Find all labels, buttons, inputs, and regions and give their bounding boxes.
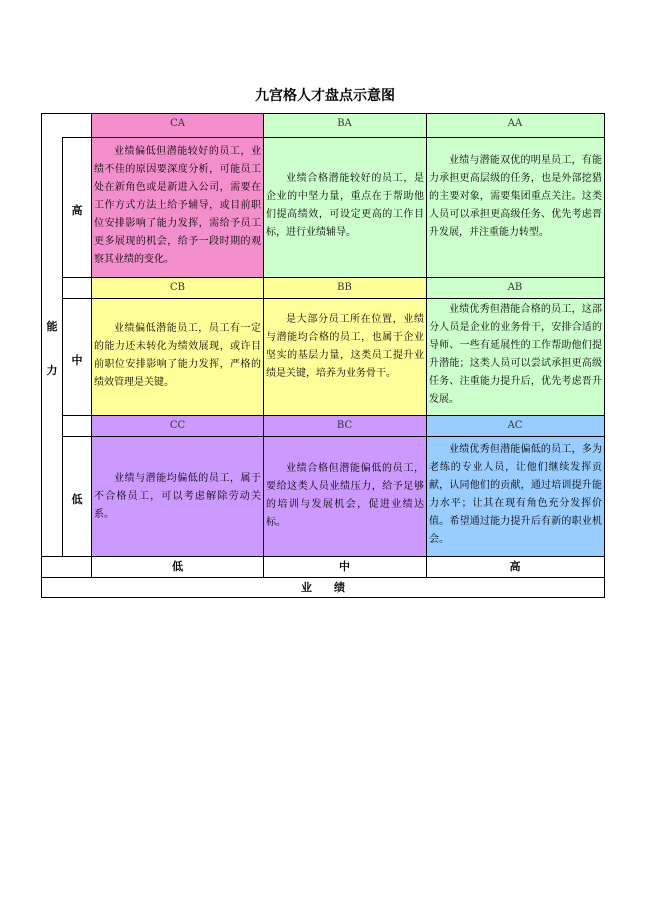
- ability-label-1: 能: [46, 320, 58, 333]
- row-label-low: 低: [71, 493, 83, 506]
- grid-line: [41, 113, 42, 598]
- code-bb: BB: [337, 282, 352, 293]
- code-bc: BC: [336, 420, 353, 431]
- cell-aa-text: 业绩与潜能双优的明星员工，有能力承担更高层级的任务，也是外部挖猎的主要对象，需要集团重点关注。这类人员可以承担更高级任务、优先考虑晋升发展，并注重能力转型。: [429, 155, 602, 238]
- page-title: 九宫格人才盘点示意图: [255, 88, 395, 104]
- cell-cb-text: 业绩偏低潜能员工，员工有一定的能力还未转化为绩效展现，或许目前职位安排影响了能力发挥，严格的绩效管理是关键。: [94, 323, 261, 388]
- col-label-mid: 中: [339, 560, 350, 573]
- col-label-high: 高: [509, 560, 521, 573]
- cell-ba-text: 业绩合格潜能较好的员工，是企业的中坚力量，重点在于帮助他们提高绩效，可设定更高的工作目标，进行业绩辅导。: [266, 173, 424, 238]
- ability-label-2: 力: [46, 364, 58, 377]
- performance-label: 业 绩: [301, 581, 345, 594]
- cell-ac-text: 业绩优秀但潜能偏低的员工，多为老练的专业人员，让他们继续发挥贡献，认同他们的贡献，通过培训提升能力水平；让其在现有角色充分发挥价值。希望通过能力提升后有新的职业机会。: [429, 444, 602, 545]
- cell-bc-text: 业绩合格但潜能偏低的员工，要给这类人员业绩压力，给予足够的培训与发展机会，促进业绩达标。: [266, 463, 424, 528]
- code-aa: AA: [507, 118, 523, 129]
- grid-line: [62, 298, 605, 299]
- code-ac: AC: [507, 420, 523, 431]
- grid-line: [62, 436, 605, 437]
- code-cb: CB: [170, 282, 185, 293]
- row-label-mid: 中: [71, 354, 83, 367]
- cell-bb-text: 是大部分员工所在位置，业绩与潜能均合格的员工，也属于企业坚实的基层力量，这类员工提升业绩是关键，培养为业务骨干。: [266, 314, 424, 379]
- grid-line: [62, 137, 605, 138]
- code-cc: CC: [169, 420, 186, 431]
- grid-line: [62, 137, 63, 556]
- row-label-high: 高: [71, 204, 83, 217]
- code-ba: BA: [337, 118, 352, 129]
- grid-line: [604, 113, 605, 598]
- cell-cc-text: 业绩与潜能均偏低的员工，属于不合格员工，可以考虑解除劳动关系。: [94, 473, 261, 520]
- cell-ab-text: 业绩优秀但潜能合格的员工，这部分人员是企业的业务骨干，安排合适的导师、一些有延展性的工作帮助他们提升潜能；这类人员可以尝试承担更高级任务、注重能力提升后，优先考虑晋升发展。: [429, 304, 602, 405]
- code-ab: AB: [507, 282, 523, 293]
- cell-ca-text: 业绩偏低但潜能较好的员工，业绩不佳的原因要深度分析，可能员工处在新角色或是新进入公司，需要在工作方式方法上给予辅导，或目前职位安排影响了能力发挥，需给予员工更多展现的机会，给予一段时期的观察其业绩的变化。: [94, 146, 261, 265]
- col-label-low: 低: [172, 560, 183, 573]
- code-ca: CA: [170, 118, 185, 129]
